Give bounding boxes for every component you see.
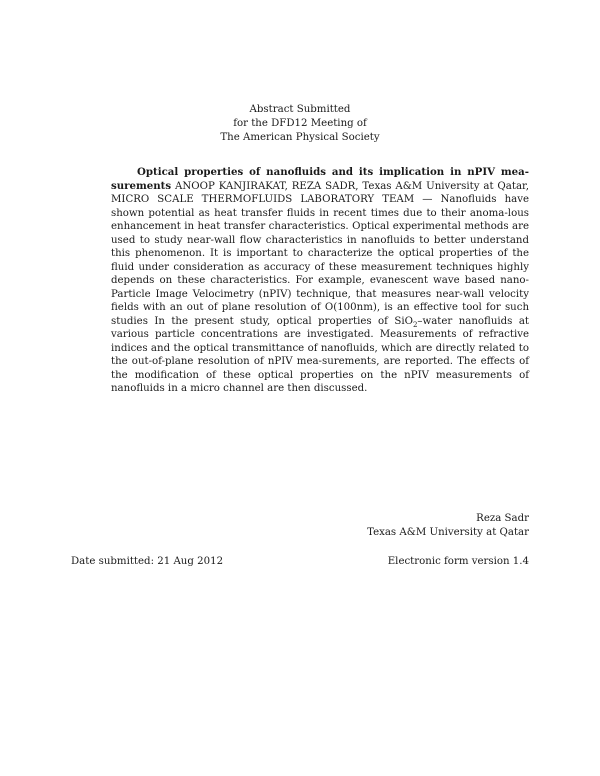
abstract-title: Optical properties of nanofluids and its implication in nPIV mea-surements (111, 166, 529, 192)
header-line-society: The American Physical Society (220, 132, 380, 143)
date-submitted: Date submitted: 21 Aug 2012 (71, 556, 224, 567)
header-line-meeting: for the DFD12 Meeting of (233, 118, 367, 129)
submission-header (0, 103, 600, 145)
abstract-body-part1: Nanofluids have shown potential as heat transfer fluids in recent times due to their anoma-lous enhancement in heat transfer characteristics. Optical experimental methods are used to study near-wall flow characteristics in nanofluids to better understand this phenomenon. It is important to characterize the optical properties of the fluid under consideration as accuracy of these measurement techniques highly depends on these characteristics. For example, evanescent wave based nano-Particle Image Velocimetry (nPIV) technique, that measures near-wall velocity fields with an out of plane resolution of O(100nm), is an effective tool for such studies In the present study, optical properties of SiO (111, 194, 529, 327)
signature-affiliation: Texas A&M University at Qatar (367, 527, 529, 538)
abstract-paragraph: Optical properties of nanofluids and its implication in nPIV mea-surements ANOOP KANJIRAKAT, REZA SADR, Texas A&M University at Qatar, MICRO SCALE THERMOFLUIDS LABORATORY TEAM — Nanofluids have shown potential as heat transfer fluids in recent times due to their anoma-lous enhancement in heat transfer characteristics. Optical experimental methods are used to study near-wall flow characteristics in nanofluids to better understand this phenomenon. It is important to characterize the optical properties of the fluid under consideration as accuracy of these measurement techniques highly depends on these characteristics. For example, evanescent wave based nano-Particle Image Velocimetry (nPIV) technique, that measures near-wall velocity fields with an out of plane resolution of O(100nm), is an effective tool for such studies In the present study, optical properties of SiO$_2$–water nanofluids at various particle concentrations are investigated. Measurements of refractive indices and the optical transmittance of nanofluids, which are directly related to the out-of-plane resolution of nPIV mea-surements, are reported. The effects of the modification of these optical properties on the nPIV measurements of nanofluids in a micro channel are then discussed. (111, 166, 530, 394)
form-version: Electronic form version 1.4 (387, 556, 529, 567)
abstract-body-part2: –water nanofluids at various particle concentrations are investigated. Measurements of refractive indices and the optical transmittance of nanofluids, which are directly related to the out-of-plane resolution of nPIV mea-surements, are reported. The effects of the modification of these optical properties on the nPIV measurements of nanofluids in a micro channel are then discussed. (111, 315, 529, 394)
signature-name: Reza Sadr (476, 513, 529, 524)
abstract-body-subscript: 2 (412, 320, 418, 329)
abstract-authors: ANOOP KANJIRAKAT, REZA SADR, Texas A&M University at Qatar, MICRO SCALE THERMOFLUIDS LABORATORY TEAM (111, 180, 530, 205)
header-line-abstract-submitted: Abstract Submitted (249, 104, 351, 115)
signature-block (367, 512, 529, 540)
footer-row (71, 555, 529, 569)
